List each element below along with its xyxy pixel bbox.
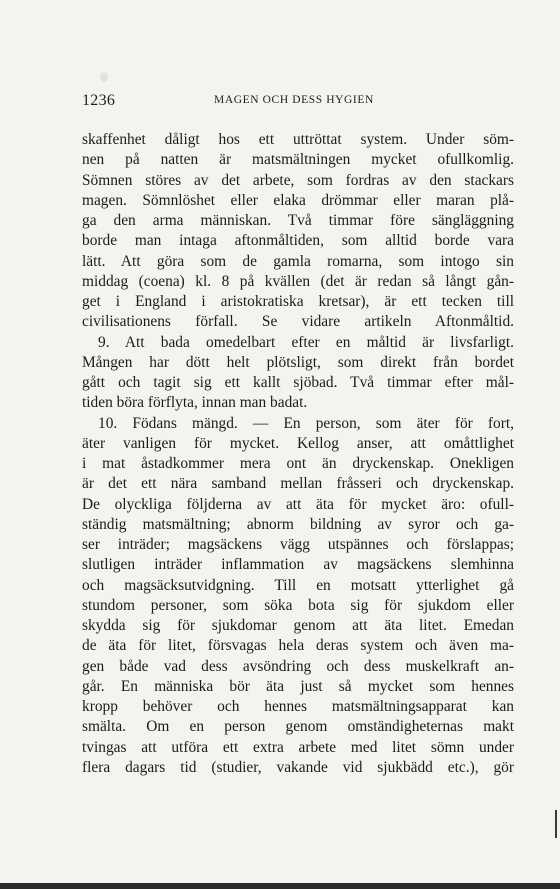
- text-line: Sömnen störes av det arbete, som fordras av den stackars: [82, 171, 514, 189]
- text-line: ständig matsmältning; abnorm bildning av syror och ga-: [82, 515, 514, 533]
- text-line: ser inträder; magsäckens vägg utspännes och förslappas;: [82, 536, 514, 553]
- page-number: 1236: [82, 92, 116, 109]
- paragraph-9-start: 9. Att bada omedelbart efter en måltid är livsfarligt.: [98, 333, 514, 351]
- text-line: borde man intaga aftonmåltiden, som alltid borde vara: [82, 232, 514, 250]
- body-text: [82, 130, 514, 778]
- text-line: Mången har dött helt plötsligt, som direkt från bordet: [82, 353, 514, 371]
- paragraph-10-start: 10. Födans mängd. — En person, som äter för fort,: [98, 414, 514, 432]
- text-line: civilisationens förfall. Se vidare artikeln Aftonmåltid.: [82, 313, 514, 331]
- text-line: flera dagars tid (studier, vakande vid sjukbädd etc.), gör: [82, 758, 514, 776]
- text-line: middag (coena) kl. 8 på kvällen (det är redan så långt gån-: [82, 272, 514, 290]
- text-line: magen. Sömnlöshet eller elaka drömmar eller maran plå-: [82, 191, 514, 209]
- text-line: de äta för litet, försvagas hela deras system och även ma-: [82, 637, 514, 655]
- page-bottom-edge: [0, 883, 560, 889]
- running-title: MAGEN OCH DESS HYGIEN: [214, 94, 374, 106]
- text-line: tiden böra förflyta, innan man badat.: [82, 394, 308, 412]
- text-line: ga den arma människan. Två timmar före sängläggning: [82, 212, 514, 229]
- text-line: går. En människa bör äta just så mycket som hennes: [82, 677, 514, 695]
- text-line: get i England i aristokratiska kretsar), är ett tecken till: [82, 293, 514, 310]
- text-line: De olyckliga följderna av att äta för mycket äro: ofull-: [82, 495, 514, 513]
- text-line: och magsäcksutvidgning. Till en motsatt ytterlighet gå: [82, 576, 514, 594]
- margin-mark: [555, 810, 557, 838]
- text-line: är det ett nära samband mellan fråsseri och dryckenskap.: [82, 475, 514, 493]
- text-line: gått och tagit sig ett kallt sjöbad. Två timmar efter mål-: [82, 374, 514, 391]
- text-line: stundom personer, som söka bota sig för sjukdom eller: [82, 596, 514, 614]
- text-line: i mat åstadkommer mera ont än dryckenskap. Onekligen: [82, 455, 514, 472]
- text-line: kropp behöver och hennes matsmältningsapparat kan: [82, 698, 514, 715]
- text-line: nen på natten är matsmältningen mycket ofullkomlig.: [82, 151, 514, 169]
- text-line: skydda sig för sjukdomar genom att äta litet. Emedan: [82, 617, 514, 634]
- text-line: äter vanligen för mycket. Kellog anser, att omåttlighet: [82, 434, 514, 452]
- text-line: skaffenhet dåligt hos ett uttröttat system. Under söm-: [82, 131, 514, 148]
- page-header: [82, 92, 514, 112]
- text-line: smälta. Om en person genom omständigheternas makt: [82, 718, 514, 736]
- text-line: gen både vad dess avsöndring och dess muskelkraft an-: [82, 657, 514, 675]
- paper-smudge: [100, 72, 108, 82]
- text-line: lätt. Att göra som de gamla romarna, som intogo sin: [82, 252, 514, 270]
- text-line: slutligen inträder inflammation av magsäckens slemhinna: [82, 556, 514, 574]
- text-line: tvingas att utföra ett extra arbete med litet sömn under: [82, 738, 514, 756]
